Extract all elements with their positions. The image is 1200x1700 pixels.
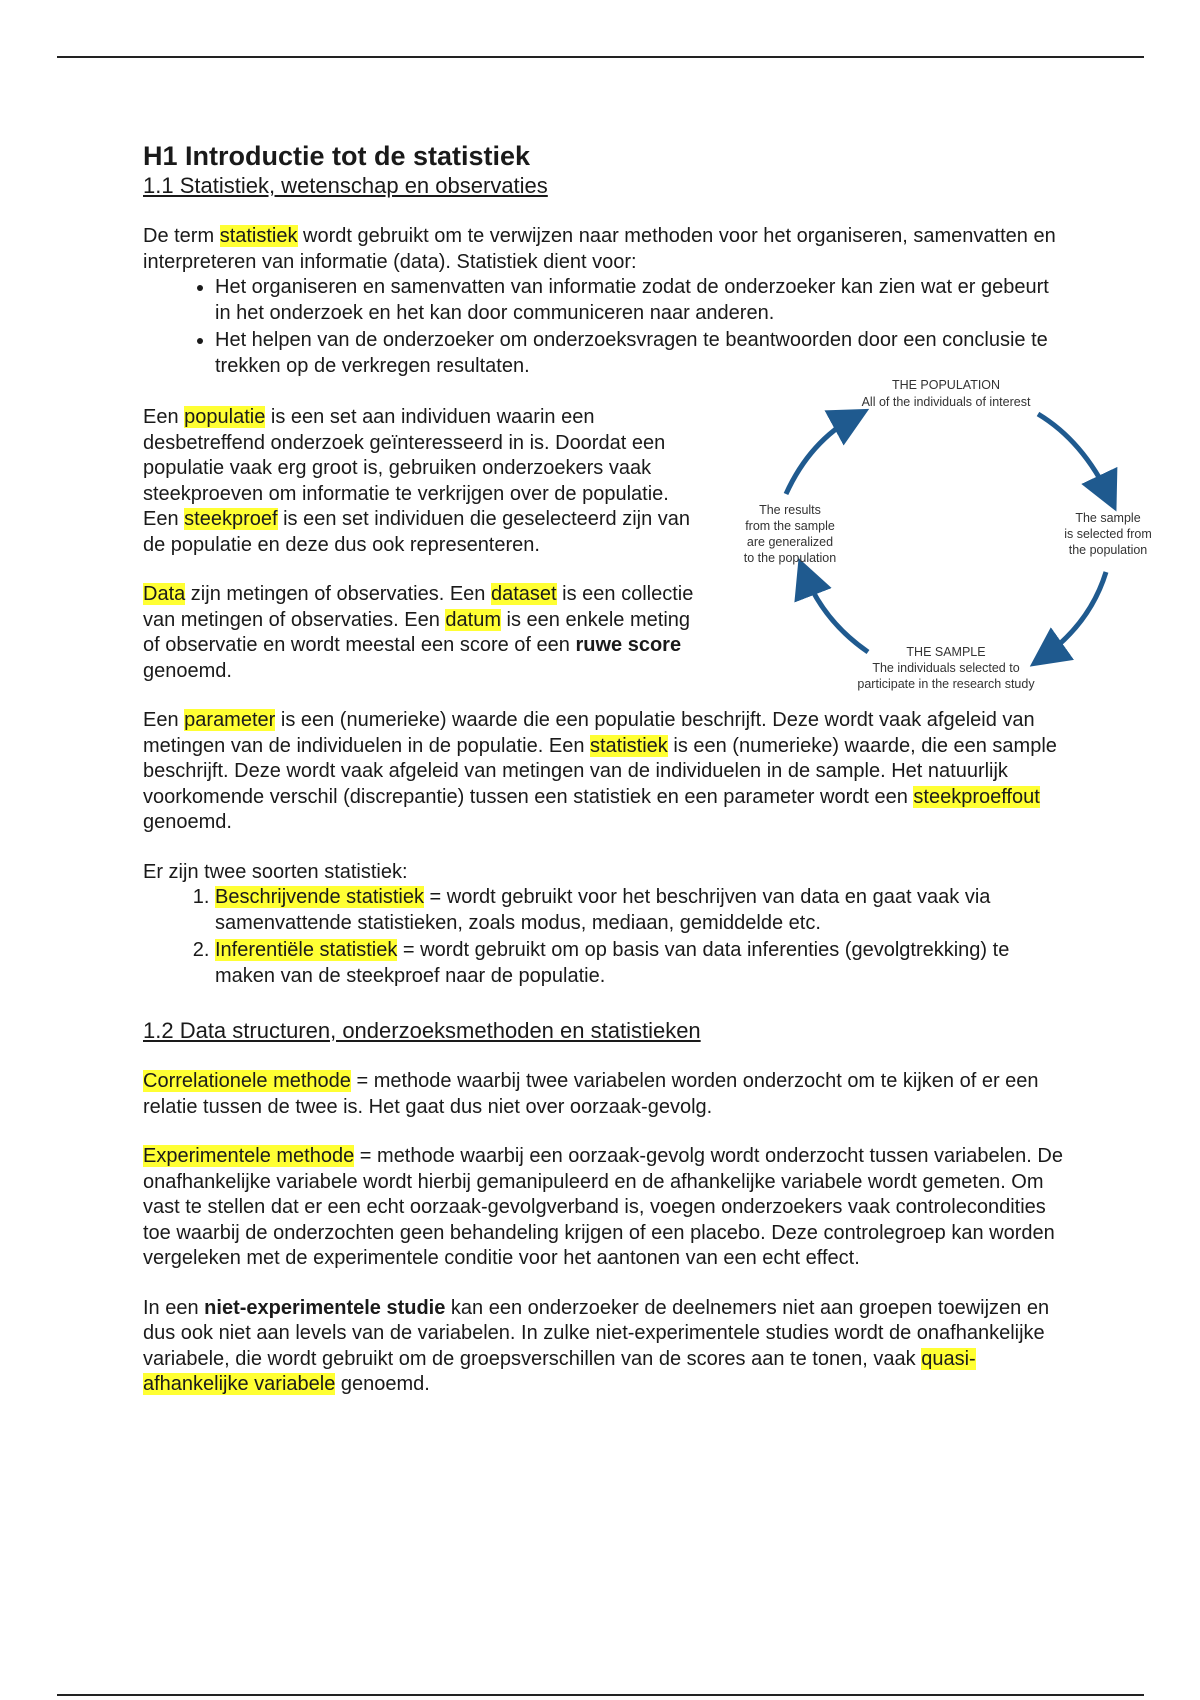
left-label-2: from the sample [745,519,835,533]
left-label-1: The results [759,503,821,517]
highlight-term: datum [445,608,501,631]
paragraph-statistiek: De term statistiek wordt gebruikt om te verwijzen naar methoden voor het organiseren, samenvatten en interpreteren van informatie (data). Statistiek dient voor: [143,225,1056,273]
highlight-term: Experimentele methode [143,1145,355,1167]
highlight-term: steekproeffout [913,785,1040,808]
arrow-bottom-left [804,572,868,652]
highlight-term: quasi-afhankelijke variabele [143,1347,976,1395]
arrow-bottom-right [1042,572,1106,658]
right-label-2: is selected from [1064,527,1152,541]
list-item: • Het organiseren en samenvatten van informatie zodat de onderzoeker kan zien wat er gebeurt in het onderzoek en het kan door communiceren naar anderen. [215,275,1063,326]
paragraph-data: Data zijn metingen of observaties. Een dataset is een collectie van metingen of observaties. Een datum is een enkele meting of observatie en wordt meestal een score of een ruwe score genoemd. [143,583,694,682]
highlight-term: dataset [490,583,557,605]
sample-label-1: The individuals selected to [872,661,1020,675]
cycle-diagram-svg [728,376,1168,696]
highlight-term: populatie [184,406,266,428]
sample-label-2: participate in the research study [857,677,1035,691]
paragraph-correlationeel: Correlationele methode = methode waarbij twee variabelen worden onderzocht om te kijken of er een relatie tussen de twee is. Het gaat dus niet over oorzaak-gevolg. [143,1070,1039,1118]
list-item: 1. Beschrijvende statistiek = wordt gebruikt voor het beschrijven van data en gaat vaak via samenvattende statistieken, zoals modus, mediaan, gemiddelde etc. [215,885,1063,936]
highlight-term: parameter [184,709,276,731]
arrow-top-left [786,416,856,494]
highlight-term: statistiek [590,734,668,757]
left-label-3: are generalized [746,535,834,549]
purpose-list [143,275,1063,379]
bottom-rule [57,1694,1144,1696]
population-subtitle: All of the individuals of interest [861,395,1031,409]
highlight-term: statistiek [219,225,298,247]
sample-title: THE SAMPLE [906,645,986,659]
highlight-term: Data [143,583,186,605]
population-sample-diagram [728,376,1168,696]
document-body [143,140,1063,1398]
list-item: 2. Inferentiële statistiek = wordt gebruikt om op basis van data inferenties (gevolgtrekking) te maken van de steekproef naar de populatie. [215,938,1063,989]
paragraph-parameter: Een parameter is een (numerieke) waarde die een populatie beschrijft. Deze wordt vaak afgeleid van metingen van de individuelen in de populatie. Een statistiek is een (numerieke) waarde, die een sample beschrijft. Deze wordt vaak afgeleid van metingen van de individuelen in de sample. Het natuurlijk voorkomende verschil (discrepantie) tussen een statistiek en een parameter wordt een steekproeffout genoemd. [143,709,1057,833]
types-list [143,885,1063,989]
paragraph-niet-experimenteel: In een niet-experimentele studie kan een onderzoeker de deelnemers niet aan groepen toewijzen en dus ook niet aan levels van de variabelen. In zulke niet-experimentele studies wordt de onafhankelijke variabele, die wordt gebruikt om de groepsverschillen van de scores aan te tonen, vaak quasi-afhankelijke variabele genoemd. [143,1296,1050,1395]
right-label-1: The sample [1075,511,1141,525]
right-label-3: the population [1068,543,1148,557]
paragraph-populatie: Een populatie is een set aan individuen waarin een desbetreffend onderzoek geïnteresseerd in is. Doordat een populatie vaak erg groot is, gebruiken onderzoekers vaak steekproeven om informatie te verkrijgen over de populatie. Een steekproef is een set individuen die geselecteerd zijn van de populatie en deze dus ook representeren. [143,406,691,556]
paragraph-soorten: Er zijn twee soorten statistiek: [143,860,408,883]
paragraph-experimenteel: Experimentele methode = methode waarbij een oorzaak-gevolg wordt onderzocht tussen variabelen. De onafhankelijke variabele wordt hierbij gemanipuleerd en de afhankelijke variabele wordt gemeten. Om vast te stellen dat er een echt oorzaak-gevolgverband is, voegen onderzoekers vaak controlecondities toe waarbij de onderzochten geen behandeling krijgen of een placebo. Deze controlegroep kan worden vergeleken met de experimentele conditie voor het aantonen van een echt effect. [143,1145,1063,1269]
list-item: • Het helpen van de onderzoeker om onderzoeksvragen te beantwoorden door een conclusie te trekken op de verkregen resultaten. [215,328,1063,379]
section-1-title: 1.1 Statistiek, wetenschap en observaties [143,173,548,198]
highlight-term: Correlationele methode [143,1070,351,1092]
arrow-top-right [1038,414,1110,498]
population-title: THE POPULATION [891,378,1001,392]
highlight-term: steekproef [184,508,278,530]
section-2-title: 1.2 Data structuren, onderzoeksmethoden en statistieken [143,1018,701,1043]
top-rule [57,56,1144,58]
left-label-4: to the population [743,551,837,565]
page-title: H1 Introductie tot de statistiek [143,141,531,171]
